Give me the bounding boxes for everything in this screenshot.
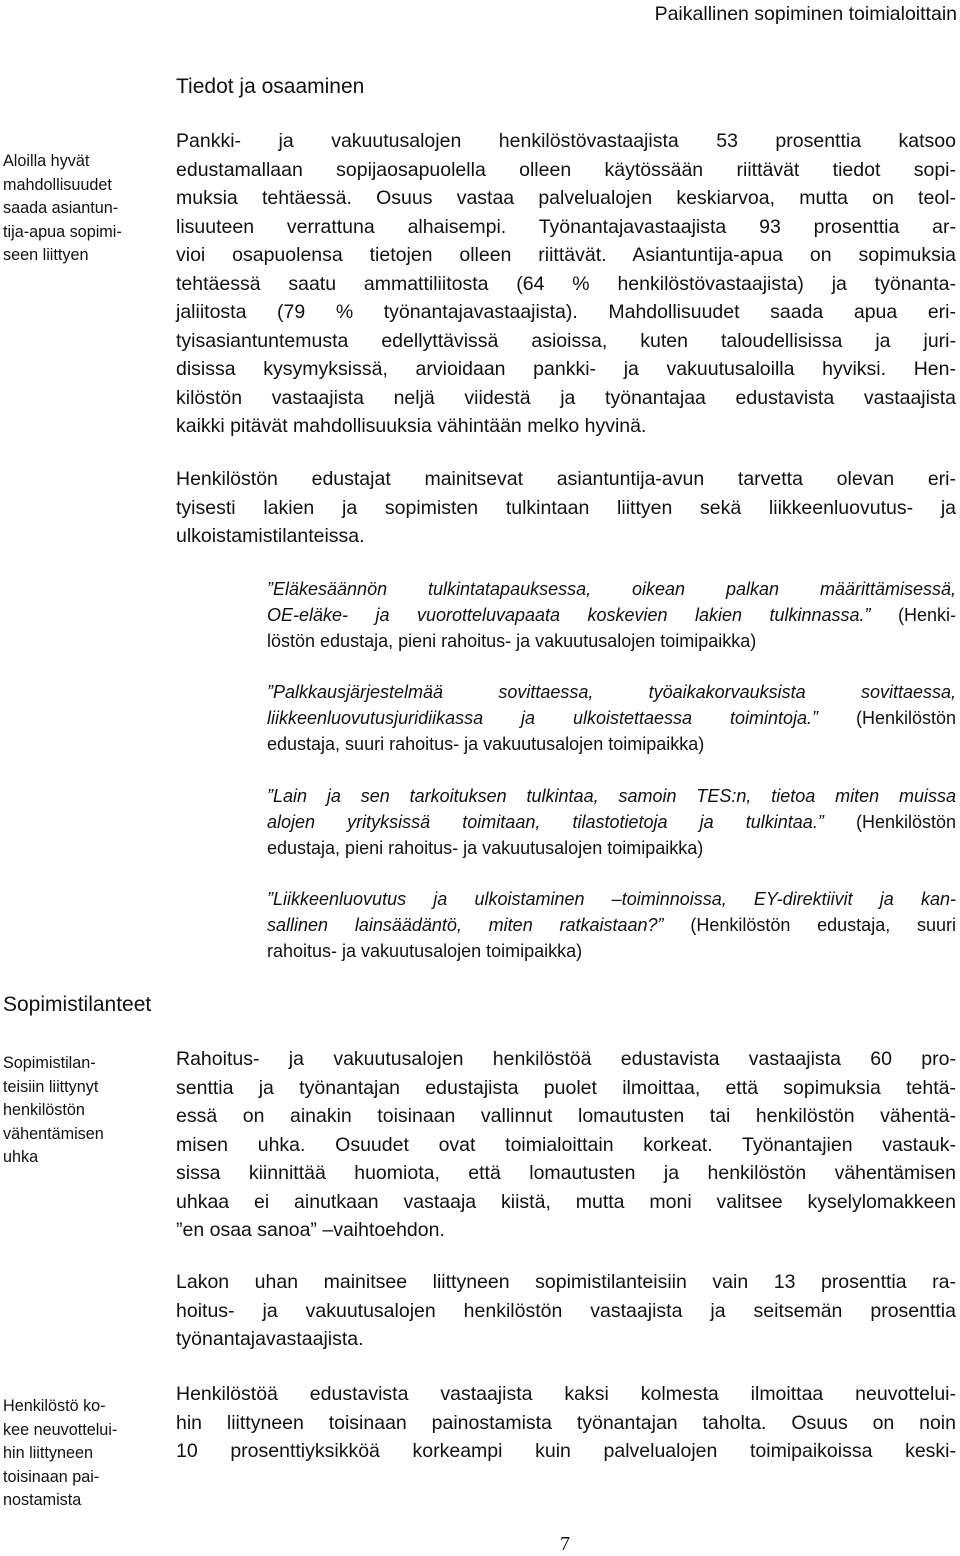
text-line: edustamallaan sopijaosapuolella olleen käytössään riittävät tiedot sopi- — [176, 158, 956, 181]
text-line: hoitus- ja vakuutusalojen henkilöstön vastaajista ja seitsemän prosenttia — [176, 1299, 956, 1322]
text-line: ”en osaa sanoa” –vaihtoehdon. — [176, 1219, 445, 1241]
text-line: 10 prosenttiyksikköä korkeampi kuin palvelualojen toimipaikoissa keski- — [176, 1440, 956, 1462]
paragraph-tiedot — [176, 127, 956, 441]
margin-note-line: nostamista — [3, 1491, 82, 1509]
quote-source: löstön edustaja, pieni rahoitus- ja vakuutusalojen toimipaikka) — [267, 631, 757, 651]
quote-source: rahoitus- ja vakuutusalojen toimipaikka) — [267, 941, 583, 961]
text-line: Pankki- ja vakuutusalojen henkilöstövastaajista 53 prosenttia katsoo — [176, 130, 956, 152]
margin-note-asiantuntija-apu — [3, 150, 143, 268]
text-line: uhkaa ei ainutkaan vastaaja kiistä, mutta moni valitsee kyselylomakkeen — [176, 1190, 956, 1213]
text-line: essä on ainakin toisinaan vallinnut lomautusten tai henkilöstön vähentä- — [176, 1105, 956, 1127]
margin-note-line: vähentämisen — [3, 1124, 104, 1143]
section-heading-sopimistilanteet: Sopimistilanteet — [3, 993, 152, 1016]
paragraph-lakon-uhka — [176, 1268, 956, 1354]
text-line: kaikki pitävät mahdollisuuksia vähintään melko hyvinä. — [176, 415, 647, 437]
paragraph-henkiloston-vahentaminen — [176, 1045, 956, 1245]
page-number: 7 — [560, 1533, 570, 1555]
quote-source: (Henkilöstön edustaja, suuri — [663, 915, 957, 935]
margin-note-line: mahdollisuudet — [3, 175, 112, 194]
margin-note-line: saada asiantun- — [3, 199, 119, 217]
quote-block — [267, 576, 956, 654]
quote-text: alojen yrityksissä toimitaan, tilastotietoja ja tulkintaa.” — [267, 812, 824, 832]
text-line: Henkilöstöä edustavista vastaajista kaksi kolmesta ilmoittaa neuvottelui- — [176, 1383, 956, 1405]
text-line: muksia tehtäessä. Osuus vastaa palvelualojen keskiarvoa, mutta on teol- — [176, 187, 956, 209]
margin-note-line: Aloilla hyvät — [3, 152, 90, 170]
margin-note-line: henkilöstön — [3, 1101, 85, 1119]
paragraph-asiantuntija-tarve — [176, 465, 956, 551]
margin-note-line: Henkilöstö ko- — [3, 1397, 106, 1415]
quote-block — [267, 783, 956, 861]
quote-source: (Henkilöstön — [818, 708, 956, 728]
quote-source: (Henki- — [870, 605, 956, 625]
text-line: sissa kiinnittää huomiota, että lomautusten ja henkilöstön vähentämisen — [176, 1162, 956, 1184]
text-line: Lakon uhan mainitsee liittyneen sopimistilanteisiin vain 13 prosenttia ra- — [176, 1271, 956, 1293]
quote-block — [267, 679, 956, 757]
quote-text: ”Eläkesäännön tulkintatapauksessa, oikean palkan määrittämisessä, — [267, 579, 956, 599]
margin-note-painostaminen — [3, 1395, 143, 1513]
quote-source: edustaja, suuri rahoitus- ja vakuutusalojen toimipaikka) — [267, 734, 705, 754]
text-line: Henkilöstön edustajat mainitsevat asiantuntija-avun tarvetta olevan eri- — [176, 468, 956, 490]
section-heading-tiedot: Tiedot ja osaaminen — [176, 75, 365, 98]
running-header: Paikallinen sopiminen toimialoittain — [654, 3, 957, 25]
margin-note-line: toisinaan pai- — [3, 1467, 100, 1486]
text-line: hin liittyneen toisinaan painostamista työnantajan taholta. Osuus on noin — [176, 1411, 956, 1434]
paragraph-painostaminen — [176, 1380, 956, 1466]
quote-block — [267, 886, 956, 964]
quote-text: liikkeenluovutusjuridiikassa ja ulkoistettaessa toimintoja.” — [267, 708, 819, 728]
margin-note-line: seen liittyen — [3, 246, 89, 264]
quote-source: (Henkilöstön — [823, 812, 956, 832]
margin-note-line: tija-apua sopimi- — [3, 222, 122, 241]
text-line: ulkoistamistilanteissa. — [176, 525, 365, 547]
margin-note-line: kee neuvottelui- — [3, 1420, 118, 1439]
text-line: vioi osapuolensa tietojen olleen riittävät. Asiantuntija-apua on sopimuksia — [176, 244, 956, 266]
text-line: Rahoitus- ja vakuutusalojen henkilöstöä edustavista vastaajista 60 pro- — [176, 1048, 956, 1070]
text-line: tyisasiantuntemusta edellyttävissä asioissa, kuten taloudellisissa ja juri- — [176, 329, 956, 352]
text-line: jaliitosta (79 % työnantajavastaajista). Mahdollisuudet saada apua eri- — [176, 301, 956, 323]
quote-text: ”Liikkeenluovutus ja ulkoistaminen –toiminnoissa, EY-direktiivit ja kan- — [267, 889, 956, 909]
text-line: lisuuteen verrattuna alhaisempi. Työnantajavastaajista 93 prosenttia ar- — [176, 215, 956, 238]
margin-note-line: Sopimistilan- — [3, 1054, 96, 1072]
quote-source: edustaja, pieni rahoitus- ja vakuutusalojen toimipaikka) — [267, 838, 704, 858]
text-line: tyisesti lakien ja sopimisten tulkintaan liittyen sekä liikkeenluovutus- ja — [176, 496, 956, 519]
quote-text: sallinen lainsäädäntö, miten ratkaistaan?” — [267, 915, 664, 935]
text-line: misen uhka. Osuudet ovat toimialoittain korkeat. Työnantajien vastauk- — [176, 1133, 956, 1156]
quote-text: OE-eläke- ja vuorotteluvapaata koskevien lakien tulkinnassa.” — [267, 605, 871, 625]
quote-text: ”Palkkausjärjestelmää sovittaessa, työaikakorvauksista sovittaessa, — [267, 682, 956, 702]
margin-note-line: hin liittyneen — [3, 1444, 93, 1462]
text-line: tehtäessä saatu ammattiliitosta (64 % henkilöstövastaajista) ja työnanta- — [176, 272, 956, 295]
margin-note-line: uhka — [3, 1148, 39, 1166]
text-line: kilöstön vastaajista neljä viidestä ja työnantajaa edustavista vastaajista — [176, 386, 956, 409]
margin-note-vahentamisen-uhka — [3, 1052, 143, 1170]
quote-text: ”Lain ja sen tarkoituksen tulkintaa, samoin TES:n, tietoa miten muissa — [267, 786, 956, 806]
text-line: työnantajavastaajista. — [176, 1328, 364, 1350]
text-line: senttia ja työnantajan edustajista puolet ilmoittaa, että sopimuksia tehtä- — [176, 1076, 956, 1099]
text-line: disissa kysymyksissä, arvioidaan pankki- ja vakuutusaloilla hyviksi. Hen- — [176, 358, 956, 380]
margin-note-line: teisiin liittynyt — [3, 1077, 99, 1096]
